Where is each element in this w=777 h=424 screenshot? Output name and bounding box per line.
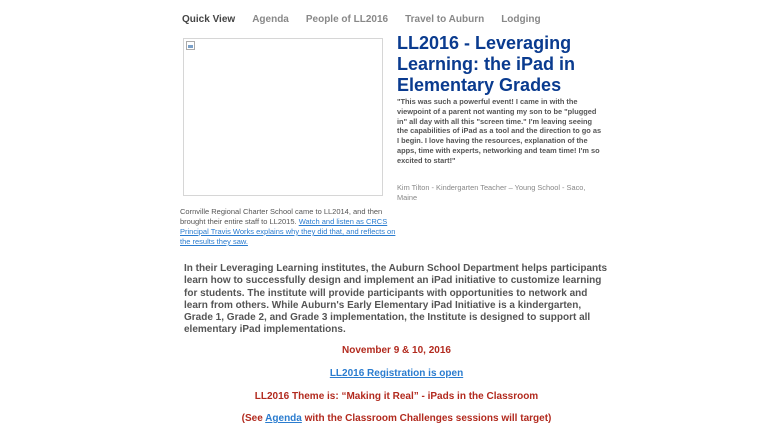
feature-image [183, 38, 383, 196]
nav-people[interactable]: People of LL2016 [305, 14, 389, 25]
agenda-note [184, 413, 609, 424]
intro-paragraph: In their Leveraging Learning institutes, the Auburn School Department helps participants learn how to successfully design and implement an iPad initiative to customize learning for students. The institute will provide participants with opportunities to network and learn from others. While Auburn's Early Elementary iPad Initiative is a kindergarten, Grade 1, Grade 2, and Grade 3 implementation, the Institute is designed to support all elementary iPad implementations. [184, 263, 608, 336]
top-nav [182, 14, 541, 25]
nav-quick-view[interactable]: Quick View [182, 14, 236, 25]
testimonial-author: Kim Tilton - Kindergarten Teacher – Young School - Saco, Maine [397, 183, 586, 202]
testimonial-quote: "This was such a powerful event! I came in with the viewpoint of a parent not wanting my son to be "plugged in" all day with all this "screen time." I'm leaving seeing the capabilities of iPad as a tool and the direction to go as I begin. I love having the resources, explanation of the apps, time with experts, networking and team time! I'm so excited to start!" [397, 97, 602, 165]
registration-link[interactable]: LL2016 Registration is open [329, 368, 464, 379]
agenda-note-suffix: with the Classroom Challenges sessions will target) [301, 413, 552, 424]
nav-agenda[interactable]: Agenda [252, 14, 289, 25]
registration-line [184, 368, 609, 379]
caption-text: Cornville Regional Charter School came to LL2014, and then brought their entire staff to LL2015. [180, 207, 383, 226]
image-caption [180, 207, 406, 247]
theme-line: LL2016 Theme is: “Making it Real” - iPads in the Classroom [254, 391, 539, 402]
nav-travel[interactable]: Travel to Auburn [405, 14, 485, 25]
event-dates: November 9 & 10, 2016 [342, 345, 451, 356]
nav-lodging[interactable]: Lodging [501, 14, 541, 25]
caption-video-link[interactable]: Watch and listen as CRCS Principal Travis Works explains why they did that, and reflects on the results they saw. [180, 217, 396, 246]
broken-image-icon [186, 41, 195, 50]
agenda-link[interactable]: Agenda [265, 413, 302, 424]
page-title: LL2016 - Leveraging Learning: the iPad in Elementary Grades [397, 33, 576, 95]
agenda-note-prefix: (See [241, 413, 266, 424]
